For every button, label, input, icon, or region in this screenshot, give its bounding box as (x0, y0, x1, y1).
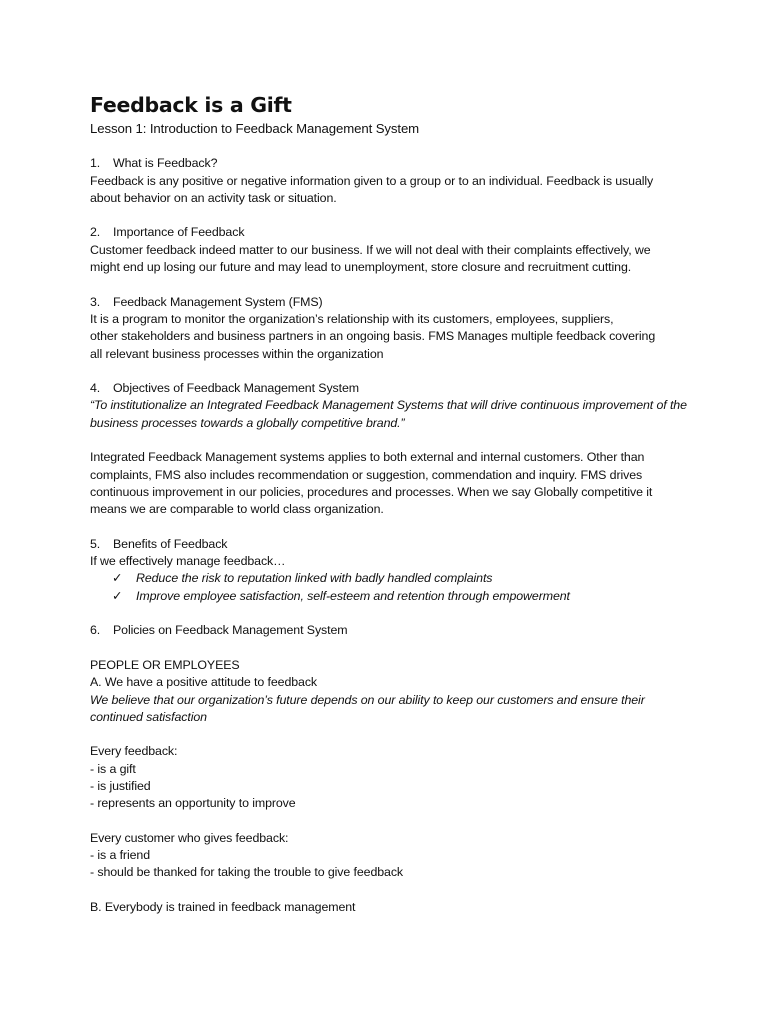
check-icon: ✓ (112, 588, 123, 603)
benefits-intro: If we effectively manage feedback… (90, 554, 286, 569)
list-item: - should be thanked for taking the trouble to give feedback (90, 865, 404, 880)
people-label: PEOPLE OR EMPLOYEES (90, 657, 240, 672)
objective-quote: “To institutionalize an Integrated Feedback Management Systems that will drive continuous improvement of the business processes towards a globally competitive brand.” (90, 398, 687, 430)
section-6-heading (90, 622, 690, 639)
section-title: Feedback Management System (FMS) (113, 294, 323, 309)
section-title: Importance of Feedback (113, 225, 245, 240)
section-title: Objectives of Feedback Management System (113, 381, 359, 396)
section-title: Policies on Feedback Management System (113, 623, 348, 638)
list-item: - is a friend (90, 848, 150, 863)
section-5-heading (90, 536, 690, 553)
section-number: 6. (90, 623, 101, 638)
section-3-heading (90, 294, 690, 311)
benefit-text: Improve employee satisfaction, self-esteem and retention through empowerment (136, 588, 570, 603)
every-feedback-label: Every feedback: (90, 744, 178, 759)
policy-b-heading: B. Everybody is trained in feedback management (90, 900, 356, 915)
document-page (90, 92, 690, 916)
check-icon: ✓ (112, 571, 123, 586)
benefit-text: Reduce the risk to reputation linked with badly handled complaints (136, 571, 493, 586)
section-number: 5. (90, 536, 101, 551)
section-4-body: Integrated Feedback Management systems applies to both external and internal customers. Other than complaints, FMS also includes recommendation or suggestion, commendation and inquiry. FMS drives continuous improvement in our policies, procedures and processes. When we say Globally competitive it means we are comparable to world class organization. (90, 450, 653, 517)
list-item (90, 570, 690, 587)
section-number: 2. (90, 225, 101, 240)
section-number: 4. (90, 381, 101, 396)
list-item: - represents an opportunity to improve (90, 796, 296, 811)
list-item (90, 588, 690, 605)
section-number: 1. (90, 156, 101, 171)
benefits-list (90, 570, 690, 605)
section-title: Benefits of Feedback (113, 536, 228, 551)
policy-a-quote: We believe that our organization’s future depends on our ability to keep our customers and ensure their continued satisfaction (90, 692, 645, 724)
document-title: Feedback is a Gift (90, 93, 292, 117)
section-3-body-line: It is a program to monitor the organization’s relationship with its customers, employees, suppliers, (90, 311, 614, 326)
list-item: - is justified (90, 778, 151, 793)
section-2-heading (90, 224, 690, 241)
list-item: - is a gift (90, 761, 136, 776)
section-3-body-line: all relevant business processes within the organization (90, 346, 384, 361)
section-number: 3. (90, 294, 101, 309)
document-subtitle: Lesson 1: Introduction to Feedback Management System (90, 121, 420, 136)
section-1-heading (90, 155, 690, 172)
every-customer-label: Every customer who gives feedback: (90, 830, 289, 845)
section-title: What is Feedback? (113, 156, 218, 171)
section-3-body-line: other stakeholders and business partners in an ongoing basis. FMS Manages multiple feedback covering (90, 329, 656, 344)
policy-a-heading: A. We have a positive attitude to feedback (90, 675, 318, 690)
section-2-body: Customer feedback indeed matter to our business. If we will not deal with their complaints effectively, we might end up losing our future and may lead to unemployment, store closure and recruitment cutting. (90, 242, 651, 275)
section-4-heading (90, 380, 690, 397)
section-1-body: Feedback is any positive or negative information given to a group or to an individual. Feedback is usually about behavior on an activity task or situation. (90, 173, 654, 205)
